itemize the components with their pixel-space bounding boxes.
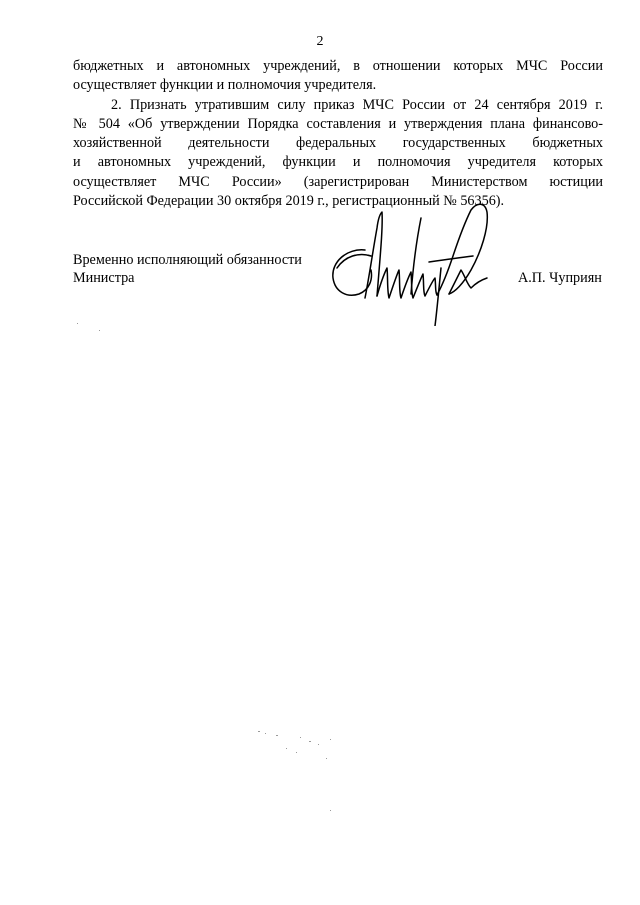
body-line: бюджетных и автономных учреждений, в отношении которых МЧС России (73, 58, 603, 74)
signatory-position-line: Министра (73, 270, 135, 286)
body-line: хозяйственной деятельности федеральных государственных бюджетных (73, 135, 603, 152)
body-line: 2. Признать утратившим силу приказ МЧС России от 24 сентября 2019 г. (111, 96, 603, 113)
handwritten-signature (325, 198, 500, 326)
body-line: Российской Федерации 30 октября 2019 г., регистрационный № 56356). (73, 193, 505, 210)
body-line: осуществляет функции и полномочия учредителя. (73, 77, 377, 94)
body-line: и автономных учреждений, функции и полномочия учредителя которых (73, 154, 603, 171)
body-line: осуществляет МЧС России» (зарегистрирован Министерством юстиции (73, 173, 603, 190)
document-body (73, 57, 603, 211)
body-line: № 504 «Об утверждении Порядка составления и утверждения плана финансово- (73, 115, 603, 132)
page-number: 2 (316, 34, 324, 49)
signatory-name: А.П. Чуприян (518, 270, 602, 286)
signatory-position-line: Временно исполняющий обязанности (73, 252, 302, 268)
signatory-position (73, 251, 302, 287)
